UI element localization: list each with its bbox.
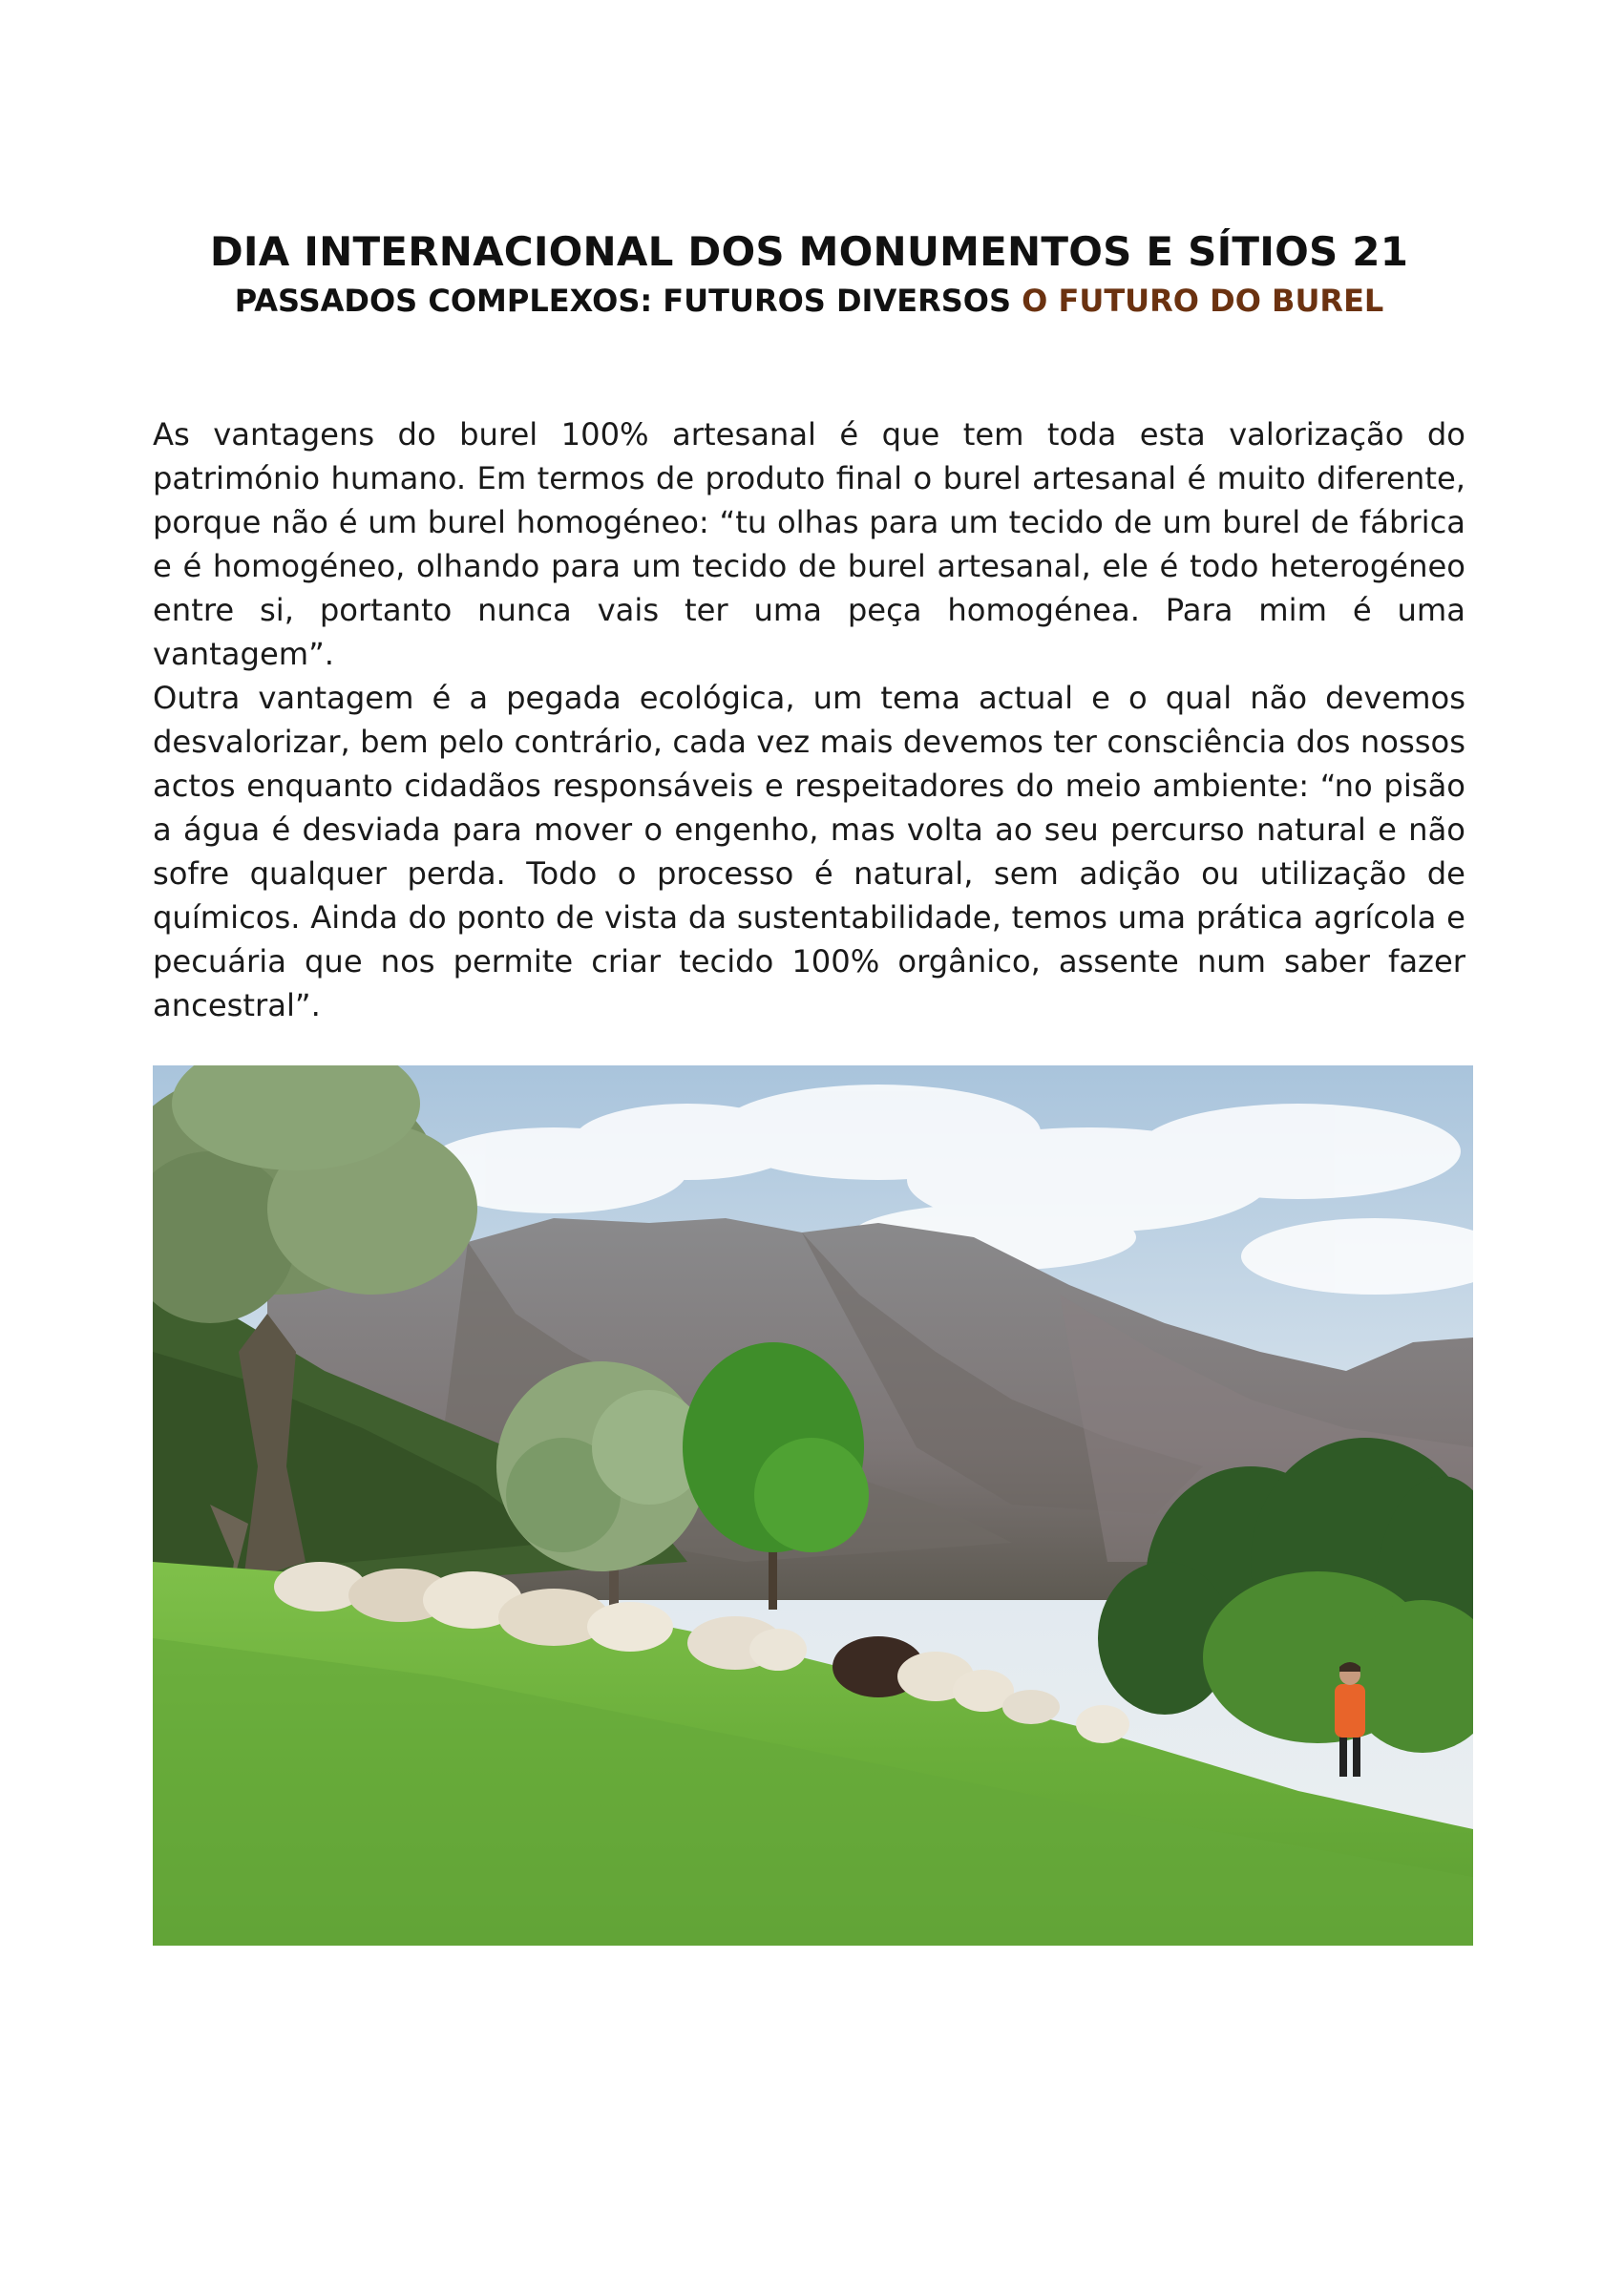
page-title: DIA INTERNACIONAL DOS MONUMENTOS E SÍTIOS 21 — [209, 228, 1409, 275]
page-subtitle — [153, 282, 1465, 320]
landscape-photo — [153, 1065, 1473, 1946]
subtitle-accent: O FUTURO DO BUREL — [1022, 283, 1384, 319]
subtitle-main: PASSADOS COMPLEXOS: FUTUROS DIVERSOS — [234, 283, 1012, 319]
article-body — [153, 412, 1465, 1027]
paragraph-2: Outra vantagem é a pegada ecológica, um tema actual e o qual não devemos desvalorizar, bem pelo contrário, cada vez mais devemos ter consciência dos nossos actos enquanto cidadãos responsáveis e respeitadores do meio ambiente: “no pisão a água é desviada para mover o engenho, mas volta ao seu percurso natural e não sofre qualquer perda. Todo o processo é natural, sem adição ou utilização de químicos. Ainda do ponto de vista da sustentabilidade, temos uma prática agrícola e pecuária que nos permite criar tecido 100% orgânico, assente num saber fazer ancestral”. — [153, 680, 1465, 1023]
paragraph-1: As vantagens do burel 100% artesanal é que tem toda esta valorização do património humano. Em termos de produto final o burel artesanal é muito diferente, porque não é um burel homogéneo: “tu olhas para um tecido de um burel de fábrica e é homogéneo, olhando para um tecido de burel artesanal, ele é todo heterogéneo entre si, portanto nunca vais ter uma peça homogénea. Para mim é uma vantagem”. — [153, 416, 1465, 672]
landscape-illustration — [153, 1065, 1473, 1946]
